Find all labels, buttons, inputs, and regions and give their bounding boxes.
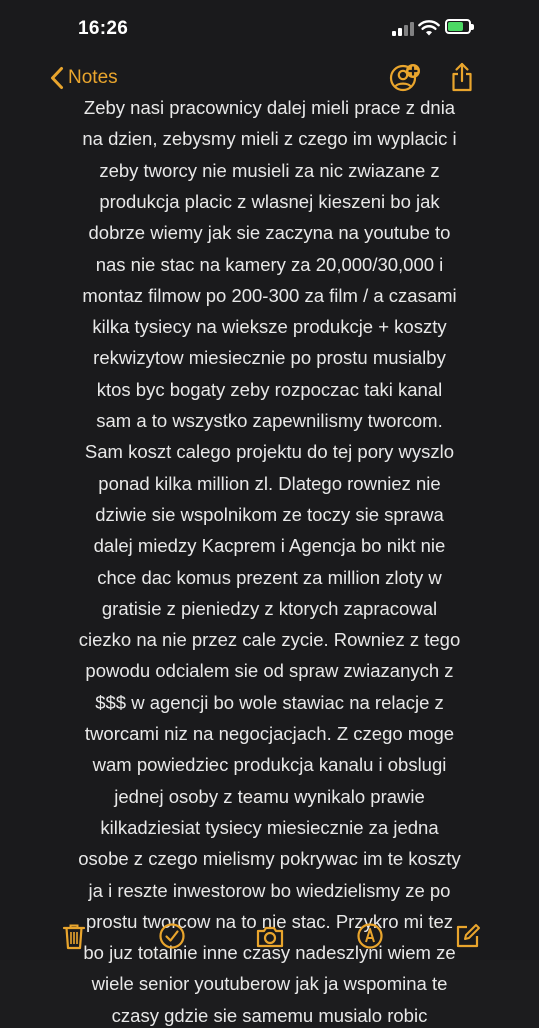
note-line: ja i reszte inwestorow bo wiedzielismy ze po (88, 879, 451, 901)
note-line: tworcami niz na negocjacjach. Z czego moge (84, 723, 455, 744)
note-line: jednej osoby z teamu wynikalo prawie (114, 785, 425, 807)
note-line: montaz filmow po 200-300 za film / a czasami (82, 284, 457, 306)
camera-icon[interactable] (255, 922, 285, 950)
note-line: $$$ w agencji bo wole stawiac na relacje z (95, 691, 444, 713)
battery-icon (445, 19, 471, 34)
note-line: dalej miedzy Kacprem i Agencja bo nikt nie (93, 535, 446, 557)
checkmark-circle-icon[interactable] (158, 922, 186, 950)
back-label: Notes (68, 67, 118, 88)
cellular-signal-icon (392, 22, 414, 36)
note-body[interactable] (0, 96, 539, 1026)
status-time: 16:26 (78, 18, 129, 39)
note-line: zeby tworcy nie musieli za nic zwiazane z (99, 159, 440, 181)
note-line: prostu tworcow na to nie stac. Przykro mi tez (85, 910, 454, 932)
note-line: rekwizytow miesiecznie po prostu musialby (93, 347, 446, 369)
note-line: ktos byc bogaty zeby rozpoczac taki kanal (96, 378, 443, 400)
note-line: czasy gdzie sie samemu musialo robic (111, 1004, 428, 1026)
compose-icon[interactable] (453, 922, 481, 950)
note-line: ciezko na nie przez cale zycie. Rowniez z tego (78, 629, 461, 651)
note-line: wam powiedziec produkcja kanalu i obslugi (92, 754, 447, 776)
note-line: nas nie stac na kamery za 20,000/30,000 i (95, 253, 444, 275)
note-line: powodu odcialem sie od spraw zwiazanych z (85, 660, 454, 682)
note-line: kilka tysiecy na wieksze produkcje + koszty (92, 316, 447, 338)
note-line: na dzien, zebysmy mieli z czego im wyplacic i (82, 128, 457, 150)
note-line: Zeby nasi pracownicy dalej mieli prace z dnia (83, 97, 456, 118)
note-line: kilkadziesiat tysiecy miesiecznie za jedna (100, 816, 439, 838)
navigation-bar (0, 56, 539, 100)
share-icon[interactable] (449, 61, 475, 93)
chevron-left-icon (50, 66, 64, 90)
bottom-toolbar (0, 912, 539, 960)
note-line: gratisie z pieniedzy z ktorych zapracowal (101, 597, 438, 619)
wifi-icon (418, 19, 440, 37)
note-line: osobe z czego mielismy pokrywac im te koszty (78, 848, 461, 870)
note-line: ponad kilka million zl. Dlatego rowniez nie (98, 472, 441, 494)
note-line: chce dac komus prezent za million zloty w (97, 566, 442, 588)
pen-circle-icon[interactable] (356, 922, 384, 950)
note-line: Sam koszt calego projektu do tej pory wyszlo (84, 441, 455, 463)
back-button[interactable] (50, 64, 118, 92)
note-line: wiele senior youtuberow jak ja wspomina te (91, 973, 448, 995)
note-line: bo juz totalnie inne czasy nadeszlyni wiem ze (83, 942, 456, 964)
person-plus-icon[interactable] (389, 63, 421, 93)
note-line: dobrze wiemy jak sie zaczyna na youtube to (88, 222, 451, 244)
note-line: produkcja placic z wlasnej kieszeni bo jak (99, 190, 440, 212)
note-line: sam a to wszystko zapewnilismy tworcom. (96, 410, 443, 431)
trash-icon[interactable] (60, 922, 88, 950)
note-line: dziwie sie wspolnikom ze toczy sie sprawa (95, 503, 444, 525)
status-bar (0, 0, 539, 56)
